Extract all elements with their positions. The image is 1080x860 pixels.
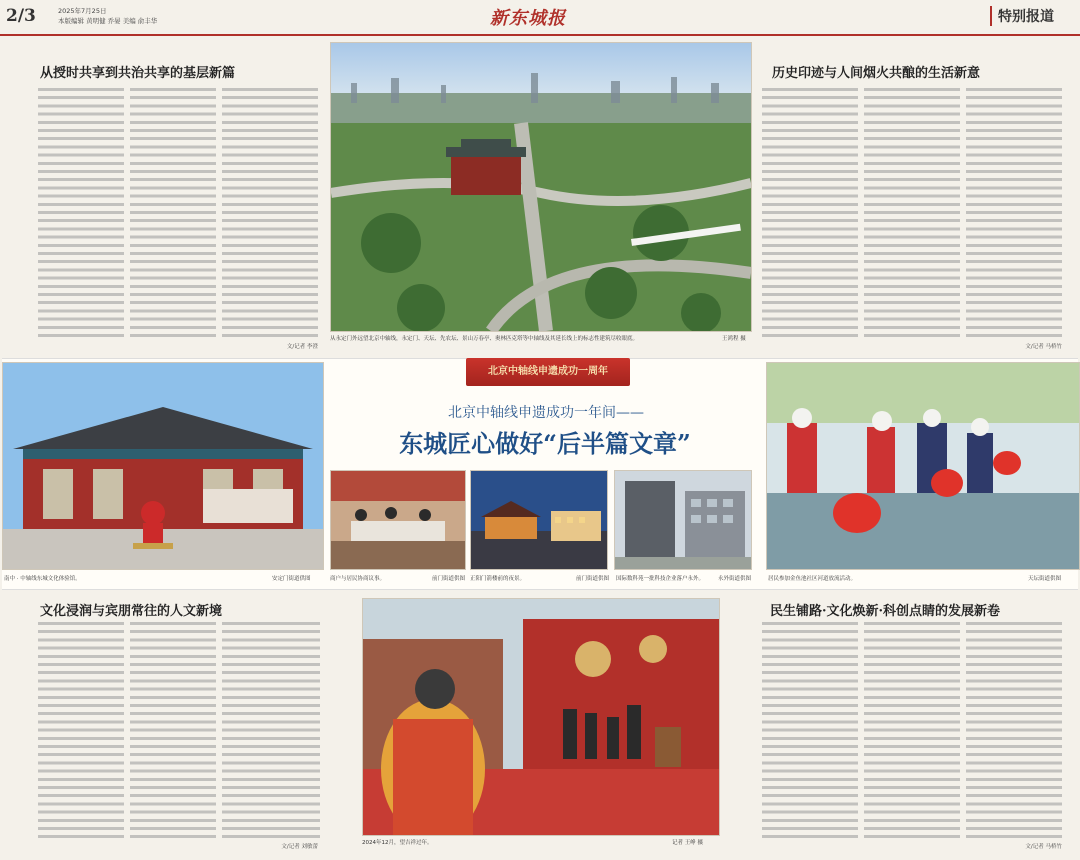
people-buckets-image [767,363,1079,569]
photo-credit: 安定门街道供图 [272,576,311,582]
photo-zhengyangmen-night [470,470,608,570]
page-number: 2/3 [6,6,36,26]
article-column [966,88,1062,338]
byline: 文/记者 马桥竹 [1025,344,1062,350]
feature-main-title: 东城匠心做好“后半篇文章” [399,429,691,458]
photo-new-year-visitors [362,598,720,836]
article-column [864,88,960,338]
header-meta [58,6,157,26]
photo-caption: 居民参加金鱼池社区河道放流活动。 [768,576,857,582]
byline: 文/记者 刘敏蕾 [281,844,318,850]
photo-caption: 正阳门箭楼前的夜景。 [470,576,526,582]
photo-caption: 从永定门外远望北京中轴线，永定门、天坛、先农坛、景山万春亭、奥林匹克塔等中轴线及其延长线上的标志性建筑尽收眼底。 [330,336,639,342]
photo-credit: 王鸿程 摄 [722,336,746,342]
article-title-bottom-left: 文化浸润与宾朋常往的人文新境 [40,604,223,619]
photo-credit: 前门街道供图 [432,576,466,582]
photo-caption: 商户与居民协商议事。 [330,576,386,582]
editor-credits: 本版编辑 黄明健 乔晏 美编 俞丰华 [58,17,158,25]
night-gate-image [471,471,607,569]
article-column [762,622,858,840]
office-building-image [615,471,751,569]
article-column [222,622,320,840]
article-column [762,88,858,338]
article-title-bottom-right: 民生铺路·文化焕新·科创点睛的发展新卷 [770,604,1001,619]
article-title-top-left: 从授时共享到共治共享的基层新篇 [40,66,236,81]
photo-credit: 天坛街道供图 [1028,576,1062,582]
article-title-top-right: 历史印迹与人间烟火共酿的生活新意 [772,66,981,81]
byline: 文/记者 李澄 [286,344,318,350]
article-column [38,622,124,840]
article-column [130,88,216,338]
photo-caption: 南中 · 中轴线东城文化体验馆。 [4,576,81,582]
article-column [222,88,318,338]
photo-credit: 前门街道供图 [576,576,610,582]
article-column [966,622,1062,840]
photo-credit: 记者 王峥 摄 [672,840,703,846]
section-label: 特别报道 [990,6,1054,26]
article-column [864,622,960,840]
byline: 文/记者 马桥竹 [1025,844,1062,850]
photo-tech-park [614,470,752,570]
aerial-city-image [331,43,751,331]
photo-central-axis-aerial [330,42,752,332]
article-column [38,88,124,338]
photo-river-release [766,362,1080,570]
photo-caption: 国际数科苑一批科技企业落户永外。 [616,576,705,582]
palace-building-image [3,363,323,569]
anniversary-ribbon: 北京中轴线申遗成功一周年 [466,358,630,386]
photo-caption: 2024年12月，望吉祥过年。 [362,840,433,846]
meeting-room-image [331,471,465,569]
feature-kicker: 北京中轴线申遗成功一年间—— [448,405,644,421]
issue-date: 2025年7月25日 [58,7,107,15]
photo-credit: 永外街道供图 [718,576,752,582]
photo-cultural-experience-hall [2,362,324,570]
newspaper-logo: 新东城报 [490,8,566,29]
article-column [130,622,216,840]
street-scene-image [363,599,719,835]
photo-merchants-consultation [330,470,466,570]
